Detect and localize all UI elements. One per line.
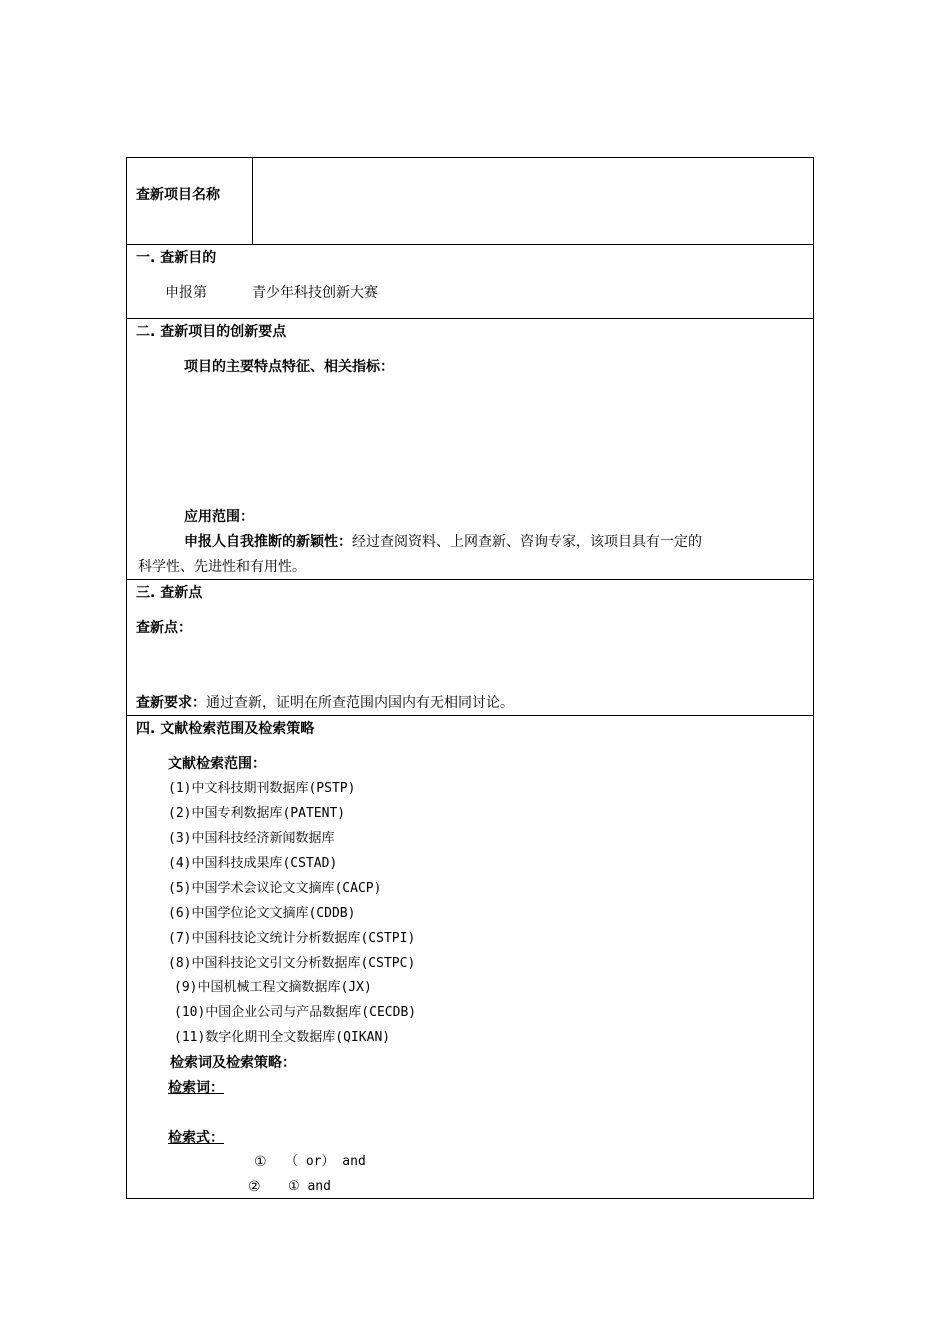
formula1-number: ① (254, 1154, 267, 1170)
section-purpose (127, 245, 813, 319)
purpose-prefix: 申报第 (165, 285, 207, 301)
section-literature-heading: 四. 文献检索范围及检索策略 (136, 721, 315, 737)
strategy-label: 检索词及检索策略： (170, 1055, 296, 1071)
section-purpose-heading: 一. 查新目的 (136, 250, 217, 266)
requirement-line (136, 693, 514, 713)
database-item: (2)中国专利数据库(PATENT) (168, 806, 346, 821)
search-points-label: 查新点： (136, 620, 192, 636)
formula2-number: ② (248, 1179, 261, 1195)
database-item: (4)中国科技成果库(CSTAD) (168, 856, 338, 871)
project-name-label-cell (127, 158, 253, 244)
purpose-contest: 青少年科技创新大赛 (252, 285, 378, 301)
project-name-value[interactable] (263, 185, 803, 205)
database-item: (6)中国学位论文文摘库(CDDB) (168, 906, 356, 921)
project-name-label: 查新项目名称 (136, 187, 220, 203)
requirement-label: 查新要求： (136, 695, 206, 711)
literature-scope-label: 文献检索范围： (168, 756, 266, 772)
database-item: (3)中国科技经济新闻数据库 (168, 831, 335, 846)
database-item: (9)中国机械工程文摘数据库(JX) (174, 980, 372, 995)
section-innovation-heading: 二. 查新项目的创新要点 (136, 324, 287, 340)
formula-label: 检索式： (168, 1130, 224, 1146)
database-item: (1)中文科技期刊数据库(PSTP) (168, 781, 356, 796)
requirement-text: 通过查新，证明在所查范围内国内有无相同讨论。 (206, 695, 514, 711)
formula2-text: ① and (288, 1179, 331, 1194)
database-item: (5)中国学术会议论文文摘库(CACP) (168, 881, 382, 896)
section-literature-search (127, 716, 813, 1200)
section-innovation (127, 319, 813, 580)
keywords-label: 检索词： (168, 1080, 224, 1096)
novelty-line1 (184, 532, 702, 552)
features-label: 项目的主要特点特征、相关指标： (184, 359, 394, 375)
database-item: (11)数字化期刊全文数据库(QIKAN) (174, 1030, 391, 1045)
novelty-text-1: 经过查阅资料、上网查新、咨询专家，该项目具有一定的 (352, 534, 702, 550)
scope-label: 应用范围： (184, 509, 254, 525)
search-form-table (126, 157, 814, 1199)
database-item: (7)中国科技论文统计分析数据库(CSTPI) (168, 931, 416, 946)
novelty-text-2: 科学性、先进性和有用性。 (138, 559, 306, 575)
section-search-points (127, 580, 813, 716)
database-item: (10)中国企业公司与产品数据库(CECDB) (174, 1005, 417, 1020)
formula1-text: （ or） and (285, 1154, 366, 1169)
database-item: (8)中国科技论文引文分析数据库(CSTPC) (168, 956, 416, 971)
project-name-row (127, 158, 813, 245)
section-search-points-heading: 三. 查新点 (136, 585, 203, 601)
novelty-label: 申报人自我推断的新颖性： (184, 534, 352, 550)
